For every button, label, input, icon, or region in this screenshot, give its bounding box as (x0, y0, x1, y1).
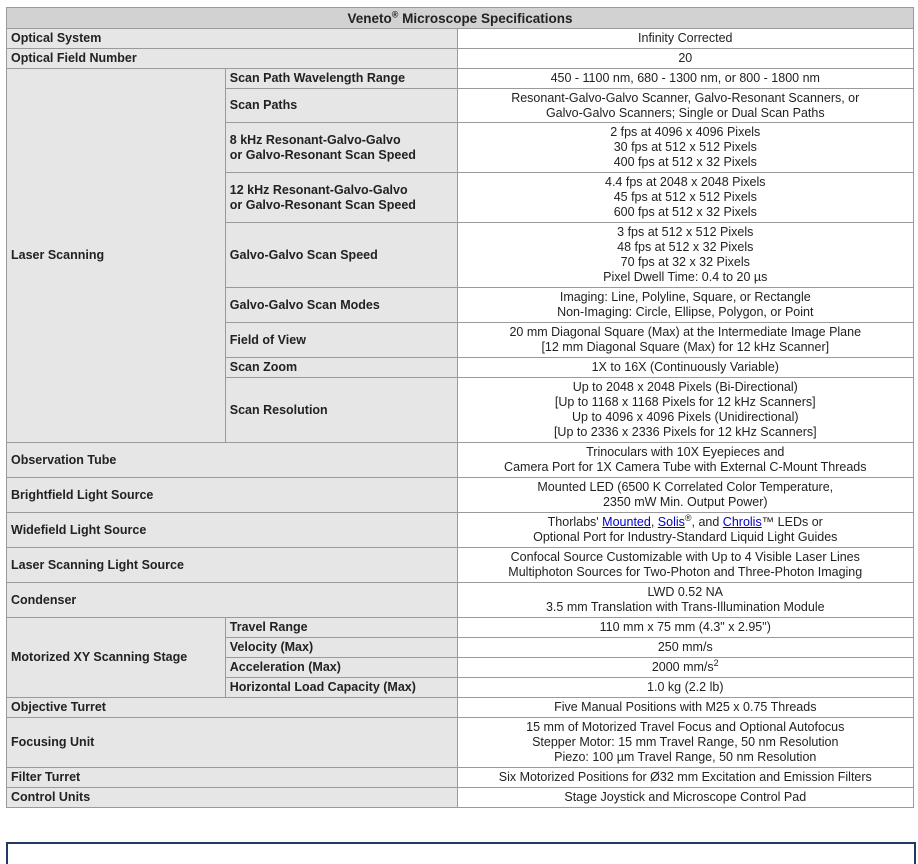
sub-label: Galvo-Galvo Scan Speed (225, 223, 457, 288)
sub-value: 4.4 fps at 2048 x 2048 Pixels 45 fps at 512 x 512 Pixels 600 fps at 512 x 32 Pixels (457, 173, 913, 223)
group-label-xy-stage: Motorized XY Scanning Stage (7, 618, 226, 698)
row-value-control-units: Stage Joystick and Microscope Control Pad (457, 788, 913, 808)
sub-value: 20 mm Diagonal Square (Max) at the Intermediate Image Plane [12 mm Diagonal Square (Max) for 12 kHz Scanner] (457, 323, 913, 358)
row-value-laser-light-source: Confocal Source Customizable with Up to 4 Visible Laser Lines Multiphoton Sources for Two-Photon and Three-Photon Imaging (457, 548, 913, 583)
row-label-optical-system: Optical System (7, 29, 458, 49)
sub-label: Scan Resolution (225, 378, 457, 443)
table-row (7, 583, 914, 618)
row-value-optical-system: Infinity Corrected (457, 29, 913, 49)
table-row (7, 478, 914, 513)
sub-value: 1X to 16X (Continuously Variable) (457, 358, 913, 378)
solis-link[interactable]: Solis (657, 515, 685, 529)
row-label-objective-turret: Objective Turret (7, 698, 458, 718)
chrolis-link[interactable]: Chrolis (722, 515, 762, 529)
sub-value: Resonant-Galvo-Galvo Scanner, Galvo-Resonant Scanners, or Galvo-Galvo Scanners; Single or Dual Scan Paths (457, 89, 913, 123)
sub-label: 12 kHz Resonant-Galvo-Galvo or Galvo-Resonant Scan Speed (225, 173, 457, 223)
row-value-brightfield: Mounted LED (6500 K Correlated Color Temperature, 2350 mW Min. Output Power) (457, 478, 913, 513)
table-row (7, 698, 914, 718)
group-label-laser-scanning: Laser Scanning (7, 69, 226, 443)
table-row (7, 768, 914, 788)
row-label-observation-tube: Observation Tube (7, 443, 458, 478)
row-label-laser-light-source: Laser Scanning Light Source (7, 548, 458, 583)
sub-label: 8 kHz Resonant-Galvo-Galvo or Galvo-Resonant Scan Speed (225, 123, 457, 173)
sub-label: Travel Range (225, 618, 457, 638)
row-label-widefield: Widefield Light Source (7, 513, 458, 548)
row-label-optical-field-number: Optical Field Number (7, 49, 458, 69)
table-title: Veneto® Microscope Specifications (7, 8, 914, 29)
row-value-widefield: Thorlabs' Mounted, Solis®, and Chrolis™ LEDs or Optional Port for Industry-Standard Liquid Light Guides (457, 513, 913, 548)
row-label-control-units: Control Units (7, 788, 458, 808)
row-value-optical-field-number: 20 (457, 49, 913, 69)
row-value-observation-tube: Trinoculars with 10X Eyepieces and Camera Port for 1X Camera Tube with External C-Mount Threads (457, 443, 913, 478)
sub-label: Galvo-Galvo Scan Modes (225, 288, 457, 323)
sub-value: Imaging: Line, Polyline, Square, or Rectangle Non-Imaging: Circle, Ellipse, Polygon, or Point (457, 288, 913, 323)
table-row (7, 618, 914, 638)
table-row (7, 69, 914, 89)
row-value-objective-turret: Five Manual Positions with M25 x 0.75 Threads (457, 698, 913, 718)
mounted-led-link[interactable]: Mounted (602, 515, 651, 529)
sub-value: 250 mm/s (457, 638, 913, 658)
row-value-focusing-unit: 15 mm of Motorized Travel Focus and Optional Autofocus Stepper Motor: 15 mm Travel Range, 50 nm Resolution Piezo: 100 µm Travel Range, 50 nm Resolution (457, 718, 913, 768)
specifications-table (6, 7, 914, 808)
row-label-brightfield: Brightfield Light Source (7, 478, 458, 513)
table-row (7, 513, 914, 548)
sub-value: Up to 2048 x 2048 Pixels (Bi-Directional) [Up to 1168 x 1168 Pixels for 12 kHz Scanners] Up to 4096 x 4096 Pixels (Unidirectional) [Up to 2336 x 2336 Pixels for 12 kHz Scanners] (457, 378, 913, 443)
sub-label: Velocity (Max) (225, 638, 457, 658)
row-value-filter-turret: Six Motorized Positions for Ø32 mm Excitation and Emission Filters (457, 768, 913, 788)
row-label-focusing-unit: Focusing Unit (7, 718, 458, 768)
sub-label: Horizontal Load Capacity (Max) (225, 678, 457, 698)
sub-label: Scan Path Wavelength Range (225, 69, 457, 89)
sub-label: Scan Paths (225, 89, 457, 123)
table-row (7, 718, 914, 768)
table-row (7, 788, 914, 808)
row-label-filter-turret: Filter Turret (7, 768, 458, 788)
table-row (7, 548, 914, 583)
sub-value: 1.0 kg (2.2 lb) (457, 678, 913, 698)
sub-label: Scan Zoom (225, 358, 457, 378)
row-value-condenser: LWD 0.52 NA 3.5 mm Translation with Trans-Illumination Module (457, 583, 913, 618)
sub-label: Field of View (225, 323, 457, 358)
sub-value: 2 fps at 4096 x 4096 Pixels 30 fps at 512 x 512 Pixels 400 fps at 512 x 32 Pixels (457, 123, 913, 173)
sub-value: 450 - 1100 nm, 680 - 1300 nm, or 800 - 1800 nm (457, 69, 913, 89)
sub-label: Acceleration (Max) (225, 658, 457, 678)
sub-value: 3 fps at 512 x 512 Pixels 48 fps at 512 x 32 Pixels 70 fps at 32 x 32 Pixels Pixel Dwell Time: 0.4 to 20 µs (457, 223, 913, 288)
row-label-condenser: Condenser (7, 583, 458, 618)
table-header-row (7, 8, 914, 29)
table-row (7, 29, 914, 49)
sub-value: 2000 $mm/s^2$ (457, 658, 913, 678)
table-row (7, 443, 914, 478)
sub-value: 110 mm x 75 mm (4.3" x 2.95") (457, 618, 913, 638)
table-row (7, 49, 914, 69)
next-section-box (6, 842, 916, 864)
